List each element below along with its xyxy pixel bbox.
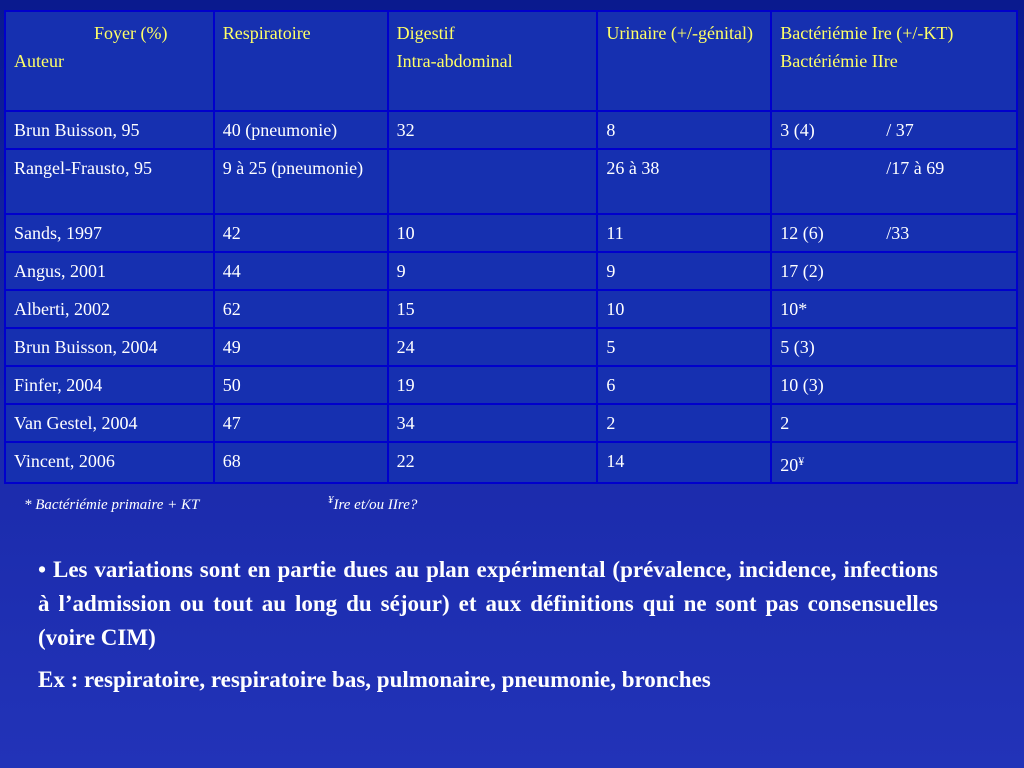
cell-urinaire: 11 bbox=[597, 214, 771, 252]
table-row bbox=[5, 366, 1017, 404]
header-intra-label: Intra-abdominal bbox=[396, 51, 513, 71]
table-row bbox=[5, 252, 1017, 290]
table-row bbox=[5, 290, 1017, 328]
cell-respiratoire: 40 (pneumonie) bbox=[214, 111, 388, 149]
sepsis-source-table bbox=[4, 10, 1018, 484]
cell-bacteriemie bbox=[771, 252, 1017, 290]
cell-bacteriemie bbox=[771, 442, 1017, 483]
cell-auteur: Alberti, 2002 bbox=[5, 290, 214, 328]
cell-bact-primary: 17 (2) bbox=[780, 261, 824, 281]
cell-respiratoire: 44 bbox=[214, 252, 388, 290]
footnote-ire-text: Ire et/ou IIre? bbox=[333, 497, 418, 513]
cell-auteur: Brun Buisson, 2004 bbox=[5, 328, 214, 366]
cell-respiratoire: 50 bbox=[214, 366, 388, 404]
table-row bbox=[5, 214, 1017, 252]
header-bact1-label: Bactériémie Ire (+/-KT) bbox=[780, 23, 954, 43]
cell-urinaire: 26 à 38 bbox=[597, 149, 771, 214]
header-digestif bbox=[388, 11, 598, 111]
cell-respiratoire: 49 bbox=[214, 328, 388, 366]
header-foyer-auteur bbox=[5, 11, 214, 111]
cell-bact-primary: 10* bbox=[780, 299, 808, 319]
cell-urinaire: 9 bbox=[597, 252, 771, 290]
cell-digestif: 15 bbox=[388, 290, 598, 328]
cell-bact-secondary: /17 à 69 bbox=[886, 158, 945, 178]
cell-bact-secondary: / 37 bbox=[886, 120, 914, 140]
cell-urinaire: 14 bbox=[597, 442, 771, 483]
cell-bacteriemie bbox=[771, 404, 1017, 442]
cell-respiratoire: 9 à 25 (pneumonie) bbox=[214, 149, 388, 214]
cell-bact-primary: 10 (3) bbox=[780, 375, 824, 395]
header-respiratoire-label: Respiratoire bbox=[222, 23, 311, 43]
table-header-row bbox=[5, 11, 1017, 111]
cell-bacteriemie bbox=[771, 328, 1017, 366]
cell-digestif: 32 bbox=[388, 111, 598, 149]
cell-bacteriemie bbox=[771, 214, 1017, 252]
cell-respiratoire: 62 bbox=[214, 290, 388, 328]
table-row bbox=[5, 442, 1017, 483]
table-row bbox=[5, 149, 1017, 214]
cell-bact-secondary: /33 bbox=[886, 223, 910, 243]
cell-urinaire: 5 bbox=[597, 328, 771, 366]
header-respiratoire bbox=[214, 11, 388, 111]
cell-respiratoire: 47 bbox=[214, 404, 388, 442]
header-digestif-label: Digestif bbox=[396, 23, 455, 43]
cell-urinaire: 6 bbox=[597, 366, 771, 404]
header-auteur: Auteur bbox=[14, 51, 64, 71]
header-bacteriemie bbox=[771, 11, 1017, 111]
cell-bact-primary: 3 (4) bbox=[780, 120, 815, 140]
footnote-ire bbox=[328, 494, 417, 514]
footnote-yen-mark: ¥ bbox=[328, 494, 334, 506]
cell-digestif: 22 bbox=[388, 442, 598, 483]
cell-auteur: Sands, 1997 bbox=[5, 214, 214, 252]
cell-digestif: 34 bbox=[388, 404, 598, 442]
table-row bbox=[5, 111, 1017, 149]
cell-respiratoire: 68 bbox=[214, 442, 388, 483]
cell-bact-primary: 2 bbox=[780, 413, 790, 433]
table-row bbox=[5, 404, 1017, 442]
cell-digestif: 10 bbox=[388, 214, 598, 252]
body-text bbox=[38, 553, 938, 697]
cell-auteur: Van Gestel, 2004 bbox=[5, 404, 214, 442]
bullet-icon: • bbox=[38, 557, 47, 582]
table-row bbox=[5, 328, 1017, 366]
header-bact2-label: Bactériémie IIre bbox=[780, 51, 898, 71]
cell-urinaire: 2 bbox=[597, 404, 771, 442]
cell-auteur: Rangel-Frausto, 95 bbox=[5, 149, 214, 214]
footnote-primary: * Bactériémie primaire + KT bbox=[24, 497, 200, 513]
body-paragraph-text: Les variations sont en partie dues au plan expérimental (prévalence, incidence, infections à l’admission ou tout au long du séjour) et aux définitions qui ne sont pas consensuelles (voire CIM) bbox=[38, 557, 938, 650]
cell-digestif: 9 bbox=[388, 252, 598, 290]
cell-urinaire: 8 bbox=[597, 111, 771, 149]
cell-digestif bbox=[388, 149, 598, 214]
cell-auteur: Angus, 2001 bbox=[5, 252, 214, 290]
cell-digestif: 24 bbox=[388, 328, 598, 366]
header-foyer: Foyer (%) bbox=[94, 23, 168, 43]
header-urinaire bbox=[597, 11, 771, 111]
cell-bact-primary: 20 bbox=[780, 455, 799, 475]
cell-bacteriemie bbox=[771, 290, 1017, 328]
cell-auteur: Finfer, 2004 bbox=[5, 366, 214, 404]
cell-bacteriemie bbox=[771, 111, 1017, 149]
cell-respiratoire: 42 bbox=[214, 214, 388, 252]
cell-digestif: 19 bbox=[388, 366, 598, 404]
cell-bacteriemie bbox=[771, 366, 1017, 404]
cell-bact-primary: 12 (6) bbox=[780, 223, 824, 243]
cell-auteur: Vincent, 2006 bbox=[5, 442, 214, 483]
header-urinaire-label: Urinaire (+/-génital) bbox=[606, 23, 753, 43]
cell-bact-primary: 5 (3) bbox=[780, 337, 815, 357]
cell-urinaire: 10 bbox=[597, 290, 771, 328]
yen-superscript: ¥ bbox=[798, 454, 805, 468]
cell-auteur: Brun Buisson, 95 bbox=[5, 111, 214, 149]
body-example: Ex : respiratoire, respiratoire bas, pulmonaire, pneumonie, bronches bbox=[38, 667, 711, 692]
body-paragraph bbox=[38, 553, 938, 655]
cell-bacteriemie bbox=[771, 149, 1017, 214]
